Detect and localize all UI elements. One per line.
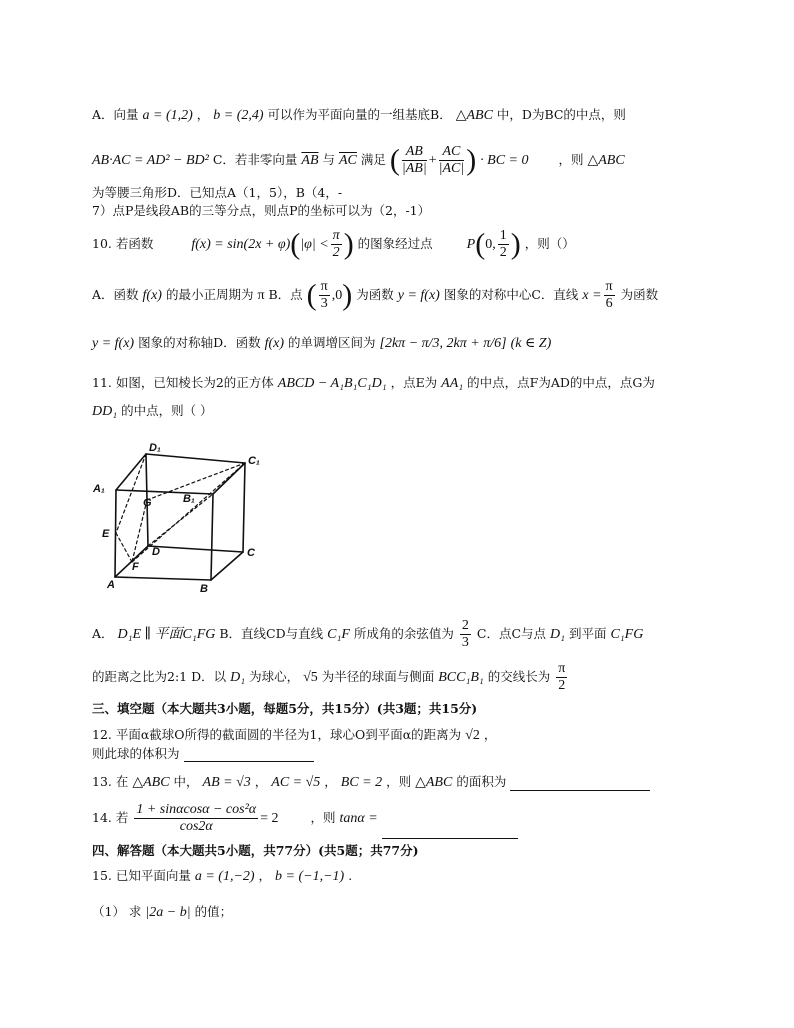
- vector-a: a = (1,2): [142, 108, 193, 123]
- cube-figure: [88, 436, 278, 596]
- dot-formula: AB·AC = AD² − BD²: [92, 153, 209, 168]
- q9-line4: 7）点P是线段AB的三等分点，则点P的坐标可以为（2，-1）: [92, 203, 431, 218]
- q11-options-line2: 的距离之比为2:1 D．以 D₁ 为球心， √5 为半径的球面与侧面 BCC₁B₁ 的交线长为 $\frac{\pi}{2}$: [92, 661, 566, 693]
- seg-db1: [148, 494, 213, 546]
- fraction-ac: $\frac{AC}{|AC|}$: [438, 144, 465, 176]
- edge-a1d1: [116, 454, 146, 490]
- label-g: G: [143, 497, 152, 509]
- q14-line: 14. 若 $\frac{\text{1 + sinαcosα − cos²α}}{\cos 2\alpha}$ = 2 ，则 tanα =: [92, 798, 518, 839]
- edge-b1b: [211, 494, 213, 580]
- edge-dc: [148, 546, 243, 552]
- vector-b: b = (2,4): [213, 108, 264, 123]
- q12-answer-blank[interactable]: [184, 747, 314, 762]
- edge-ab: [115, 577, 211, 580]
- label-a1: A₁: [93, 483, 105, 495]
- seg-gc1: [147, 463, 245, 500]
- q12-line1: 12. 平面α截球O所得的截面圆的半径为1，球心O到平面α的距离为 √2 ，: [92, 727, 497, 743]
- label-b1: B₁: [183, 493, 195, 505]
- q13-answer-blank[interactable]: [510, 776, 650, 791]
- label-b: B: [200, 583, 208, 595]
- seg-gf: [132, 500, 147, 562]
- q9-line3: 为等腰三角形D．已知点A（1，5），B（4，-: [92, 185, 343, 200]
- section-3-heading: 三、填空题（本大题共3小题，每题5分，共15分）(共3题；共15分): [92, 701, 478, 716]
- q10-line3: y = f(x) 图象的对称轴D．函数 f(x) 的单调增区间为 [2kπ − π/3, 2kπ + π/6] (k ∈ Z): [92, 335, 552, 351]
- q12-line2: 则此球的体积为: [92, 746, 314, 762]
- seg-ef: [116, 533, 132, 562]
- q9-line2: AB·AC = AD² − BD² C．若非零向量 $\overline{AB}$ 与 $\overline{AC}$ 满足 ( $\frac{AB}{|AB|}$ + $\frac{AC}{|AC|}$ ) · BC = 0 ，则 △ABC: [92, 143, 625, 177]
- fraction-ab: $\frac{AB}{|AB|}$: [401, 144, 427, 176]
- label-d: D: [152, 546, 160, 558]
- edge-c1c: [243, 463, 245, 552]
- q14-fraction: $\frac{\text{1 + sinαcosα − cos²α}}{\cos 2\alpha}$: [136, 802, 257, 834]
- q11-line2: DD₁ 的中点，则（ ）: [92, 403, 213, 419]
- label-a: A: [107, 579, 115, 591]
- q15-sub1: （1） 求 |2a − b| 的值；: [92, 904, 233, 920]
- label-c1: C₁: [248, 455, 260, 467]
- seg-d1e: [116, 454, 146, 533]
- q11-line1: 11. 如图，已知棱长为2的正方体 ABCD − A₁B₁C₁D₁ ，点E为 AA₁ 的中点，点F为AD的中点，点G为: [92, 375, 655, 391]
- edge-bc: [211, 552, 243, 580]
- q10-line2: A．函数 f(x) 的最小正周期为 π B．点 ( $\frac{\pi}{3}$ ,0) 为函数 y = f(x) 图象的对称中心C．直线 x = $\frac{\pi}{6}$ 为函数: [92, 278, 659, 312]
- q13-line: 13. 在 △ABC 中， AB = √3 ， AC = √5 ， BC = 2 ，则 △ABC 的面积为: [92, 774, 650, 791]
- q9-line1: A．向量 a = (1,2) ， b = (2,4) 可以作为平面向量的一组基底B． △ABC 中，D为BC的中点，则: [92, 107, 626, 123]
- seg-fc1: [132, 463, 245, 562]
- label-f: F: [132, 561, 139, 573]
- label-d1: D₁: [149, 442, 161, 454]
- label-e: E: [102, 528, 110, 540]
- q10-line1: 10. 若函数 f(x) = sin(2x + φ)(|φ| < $\frac{\pi}{2}$ ) 的图象经过点 P(0, $\frac{1}{2}$ ) ，则（）: [92, 227, 575, 261]
- q14-answer-blank[interactable]: [382, 824, 518, 839]
- edge-d1c1: [146, 454, 245, 463]
- q11-options-line1: A． D₁E ∥ 平面C₁FG B．直线CD与直线 C₁F 所成角的余弦值为 $\frac{2}{3}$ C．点C与点 D₁ 到平面 C₁FG: [92, 618, 644, 650]
- q15-line1: 15. 已知平面向量 a = (1,−2) ， b = (−1,−1) .: [92, 868, 353, 884]
- label-c: C: [247, 547, 255, 559]
- interval: [2kπ − π/3, 2kπ + π/6]: [379, 336, 507, 351]
- section-4-heading: 四、解答题（本大题共5小题，共77分）(共5题；共77分): [92, 843, 419, 858]
